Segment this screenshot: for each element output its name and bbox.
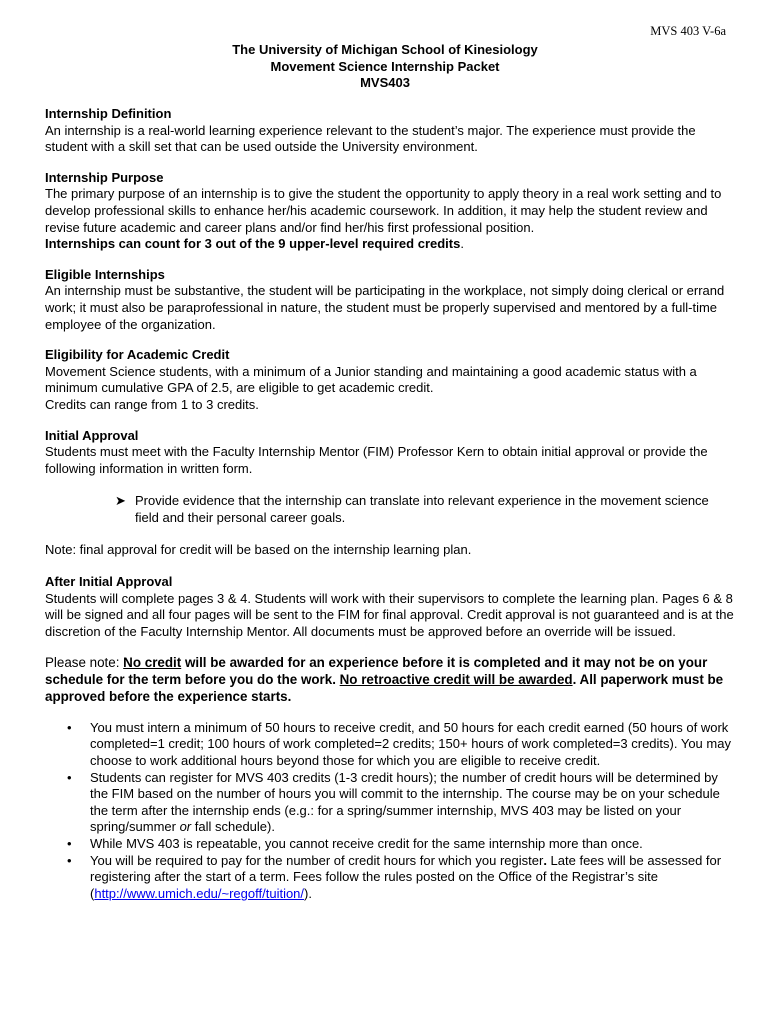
please-note-text-end: . All paperwork must be approved before the experience starts.: [45, 672, 724, 705]
section-definition: [45, 106, 735, 156]
section-text: Movement Science students, with a minimum of a Junior standing and maintaining a good academic status with a minimum cumulative GPA of 2.5, are eligible to get academic credit.: [45, 363, 697, 396]
list-item-bold-period: .: [543, 852, 547, 868]
credit-count-statement: [45, 236, 735, 253]
section-title: Eligibility for Academic Credit: [45, 347, 230, 363]
registrar-tuition-link[interactable]: http://www.umich.edu/~regoff/tuition/: [94, 885, 305, 901]
header-packet-title: Movement Science Internship Packet: [270, 58, 500, 74]
bullet-icon: •: [67, 835, 72, 851]
section-text: Students must meet with the Faculty Internship Mentor (FIM) Professor Kern to obtain initial approval or provide the following information in written form.: [45, 444, 708, 476]
section-eligible-internships: [45, 267, 735, 333]
requirements-list: [45, 720, 735, 903]
document-body: [45, 106, 735, 902]
header-university: The University of Michigan School of Kinesiology: [232, 42, 538, 57]
bullet-icon: •: [67, 769, 72, 785]
section-title: After Initial Approval: [45, 574, 173, 590]
final-approval-note: Note: final approval for credit will be based on the internship learning plan.: [45, 542, 472, 558]
please-note: [45, 655, 735, 705]
section-text: The primary purpose of an internship is to give the student the opportunity to apply theory in a real work setting and to develop professional skills to enhance her/his academic coursework. In addition, it may help the student review and revise future academic and career plans and/or find her/his first professional position.: [45, 186, 722, 235]
section-title: Internship Definition: [45, 106, 172, 121]
list-item-text: Students can register for MVS 403 credits (1-3 credit hours); the number of credit hours will be determined by the FIM based on the number of hours you will commit to the internship. The course may be on your schedule the term after the internship ends (e.g.: for a spring/summer internship, MVS 403 may be listed on your spring/summer: [90, 769, 720, 835]
list-item: [67, 719, 735, 770]
credit-count-bold: Internships can count for 3 out of the 9 upper-level required credits: [45, 236, 461, 252]
list-item-text: You will be required to pay for the number of credit hours for which you register: [90, 852, 544, 868]
list-item-text-middle: Late fees will be assessed for registering after the start of a term. Fees follow the rules posted on the Office of the Registrar’s site (: [90, 852, 722, 901]
list-item-text: While MVS 403 is repeatable, you cannot receive credit for the same internship more than once.: [90, 835, 643, 851]
arrow-bullet-icon: ➤: [115, 493, 126, 509]
please-note-prefix: Please note:: [45, 655, 124, 671]
credit-count-period: .: [460, 236, 464, 252]
no-credit-text: No credit: [123, 655, 182, 671]
section-title: Initial Approval: [45, 427, 139, 443]
section-purpose: [45, 170, 735, 253]
list-item: [115, 493, 735, 526]
list-item: [67, 769, 735, 836]
section-title: Internship Purpose: [45, 169, 164, 185]
list-item-text: You must intern a minimum of 50 hours to receive credit, and 50 hours for each credit earned (50 hours of work completed=1 credit; 100 hours of work completed=2 credits; 150+ hours of work completed=3 credits). You may choose to work additional hours beyond those for which you are eligible to receive credit.: [90, 719, 731, 769]
header-course-code: MVS403: [360, 75, 410, 90]
section-initial-approval: [45, 428, 735, 560]
list-item-emphasis: or: [179, 819, 192, 835]
arrow-list: [45, 493, 735, 526]
section-text: An internship must be substantive, the student will be participating in the workplace, not simply doing clerical or errand work; it must also be paraprofessional in nature, the student must be properly supervised and mentored by a full-time employee of the organization.: [45, 283, 725, 332]
section-after-approval: [45, 574, 735, 640]
list-item-text-end: ).: [304, 885, 312, 901]
list-item-text: Provide evidence that the internship can translate into relevant experience in the movement science field and their personal career goals.: [135, 493, 709, 525]
bullet-icon: •: [67, 852, 72, 868]
document-code: MVS 403 V-6a: [650, 24, 726, 38]
list-item-text-end: fall schedule).: [191, 819, 275, 835]
bullet-icon: •: [67, 719, 72, 735]
section-eligibility-credit: [45, 347, 735, 413]
section-text: Students will complete pages 3 & 4. Students will work with their supervisors to complete the learning plan. Pages 6 & 8 will be signed and all four pages will be sent to the FIM for final approval. Credit approval is not guaranteed and is at the discretion of the Faculty Internship Mentor. All documents must be approved before an override will be issued.: [45, 590, 734, 639]
please-note-text: will be awarded for an experience before it is completed and it may not be on your schedule for the term before you do the work.: [45, 655, 708, 688]
section-title: Eligible Internships: [45, 266, 165, 282]
section-text: An internship is a real-world learning experience relevant to the student’s major. The experience must provide the student with a skill set that can be used outside the University environment.: [45, 122, 696, 155]
no-retroactive-text: No retroactive credit will be awarded: [339, 672, 573, 688]
section-text-credits: Credits can range from 1 to 3 credits.: [45, 396, 259, 412]
list-item: [67, 852, 735, 903]
document-header: [0, 42, 770, 92]
list-item: [67, 835, 735, 853]
